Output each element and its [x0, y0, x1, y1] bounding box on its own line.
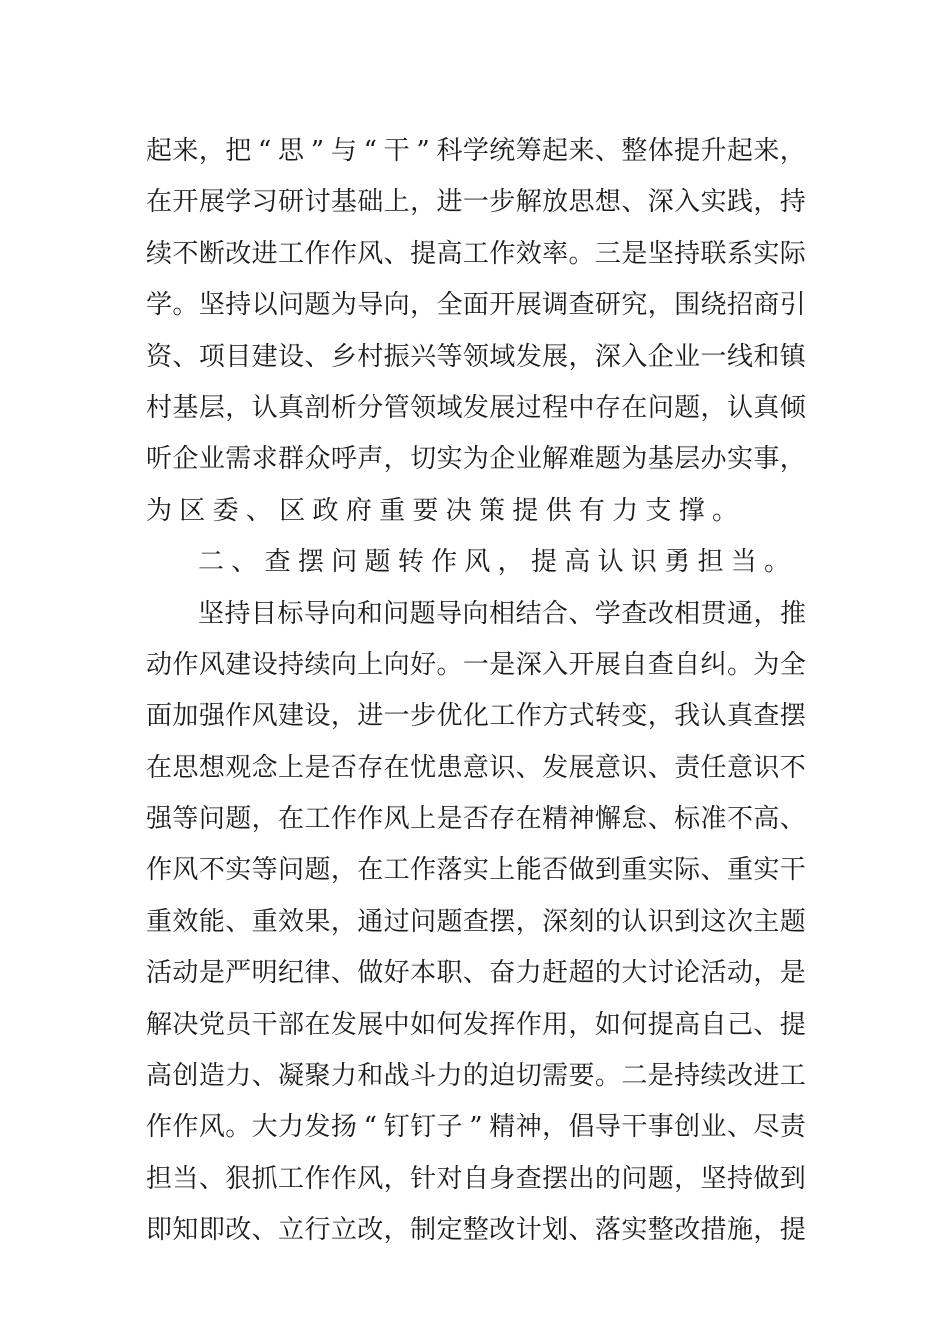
paragraph-line: 动 作 风 建 设 持 续 向 上 向 好 。 一 是 深 入 开 展 自 查 自 纠 。 为 全	[146, 649, 806, 680]
paragraph-line: 面 加 强 作 风 建 设 ， 进 一 步 优 化 工 作 方 式 转 变 ， 我 认 真 查 摆	[146, 701, 806, 732]
paragraph-line: 在 思 想 观 念 上 是 否 存 在 忧 患 意 识 、 发 展 意 识 、 责 任 意 识 不	[146, 752, 806, 783]
body-text	[146, 126, 806, 1257]
paragraph-line: 活 动 是 严 明 纪 律 、 做 好 本 职 、 奋 力 赶 超 的 大 讨 论 活 动 ， 是	[146, 958, 806, 989]
paragraph-line: 作 风 不 实 等 问 题 ， 在 工 作 落 实 上 能 否 做 到 重 实 际 、 重 实 干	[146, 855, 806, 886]
paragraph-line: 村 基 层 ， 认 真 剖 析 分 管 领 域 发 展 过 程 中 存 在 问 题 ， 认 真 倾	[146, 392, 806, 423]
paragraph-line: 担 当 、 狠 抓 工 作 作 风 ， 针 对 自 身 查 摆 出 的 问 题 ， 坚 持 做 到	[146, 1163, 806, 1194]
paragraph-line: 高 创 造 力 、 凝 聚 力 和 战 斗 力 的 迫 切 需 要 。 二 是 持 续 改 进 工	[146, 1061, 806, 1092]
paragraph-line: 学 。 坚 持 以 问 题 为 导 向 ， 全 面 开 展 调 查 研 究 ， 围 绕 招 商 引	[146, 290, 806, 321]
paragraph-line: 续 不 断 改 进 工 作 作 风 、 提 高 工 作 效 率 。 三 是 坚 持 联 系 实 际	[146, 238, 806, 269]
paragraph-line: 强 等 问 题 ， 在 工 作 作 风 上 是 否 存 在 精 神 懈 怠 、 标 准 不 高 、	[146, 804, 806, 835]
paragraph-line: 即 知 即 改 、 立 行 立 改 ， 制 定 整 改 计 划 、 落 实 整 改 措 施 ， 提	[146, 1215, 806, 1246]
paragraph-line: 资 、 项 目 建 设 、 乡 村 振 兴 等 领 域 发 展 ， 深 入 企 业 一 线 和 镇	[146, 341, 806, 372]
paragraph-line: 作 作 风 。 大 力 发 扬 “ 钉 钉 子 ” 精 神 ， 倡 导 干 事 创 业 、 尽 责	[146, 1112, 806, 1143]
paragraph-line: 解 决 党 员 干 部 在 发 展 中 如 何 发 挥 作 用 ， 如 何 提 高 自 己 、 提	[146, 1009, 806, 1040]
paragraph-line: 起 来 ， 把 “ 思 ” 与 “ 干 ” 科 学 统 筹 起 来 、 整 体 提 升 起 来 ，	[146, 136, 806, 166]
paragraph-line: 坚 持 目 标 导 向 和 问 题 导 向 相 结 合 、 学 查 改 相 贯 通 ， 推	[198, 598, 806, 629]
paragraph-line: 在 开 展 学 习 研 讨 基 础 上 ， 进 一 步 解 放 思 想 、 深 入 实 践 ， 持	[146, 187, 806, 218]
section-heading: 二 、 查 摆 问 题 转 作 风 ， 提 高 认 识 勇 担 当 。	[198, 547, 791, 578]
paragraph-line: 重 效 能 、 重 效 果 ， 通 过 问 题 查 摆 ， 深 刻 的 认 识 到 这 次 主 题	[146, 906, 806, 937]
paragraph-line: 为 区 委 、 区 政 府 重 要 决 策 提 供 有 力 支 撑 。	[146, 495, 739, 526]
paragraph-line: 听 企 业 需 求 群 众 呼 声 ， 切 实 为 企 业 解 难 题 为 基 层 办 实 事 ，	[146, 444, 806, 475]
